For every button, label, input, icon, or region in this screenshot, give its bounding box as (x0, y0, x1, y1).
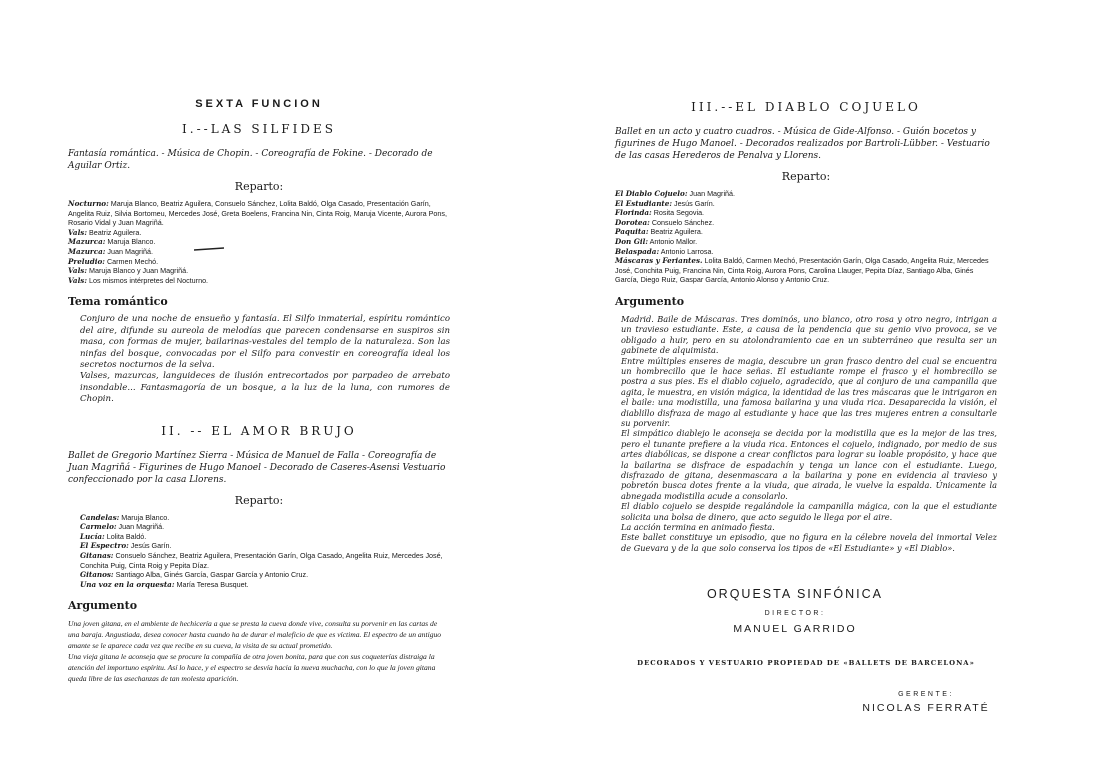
part2-reparto-label: Reparto: (234, 493, 284, 507)
orchestra-block (645, 587, 945, 635)
cast-entry: Gitanas: Consuelo Sánchez, Beatriz Aguilera, Presentación Garín, Olga Casado, Angelita Ruiz, Mercedes José, Conchita Puig, Cinta Roig y Pepita Díaz. (80, 550, 443, 570)
argument-paragraph: La acción termina en animado fiesta. (621, 522, 775, 533)
cast-entry: El Diablo Cojuelo: Juan Magriñá. (615, 189, 736, 198)
cast-entry: El Estudiante: Jesús Garín. (615, 198, 715, 208)
argument-paragraph: El simpático diablejo le aconseja se decida por la modistilla que es la mejor de las tres, pero el tunante prefiere a la viuda rica. Entonces el cojuelo, indignado, por medio de sus artes diabólicas, se dispone a crear conflictos para lograr su loable propósito, y hace que la bailarina se disfrace de espadachín y tenga un lance con el estudiante. Luego, disfrazado de gitana, desenmascara a la bailarina y pone en evidencia al travieso y pobretón busca dotes frente a la viuda, que airada, le vuelve la espalda. Únicamente la abnegada modistilla acude a consolarlo. (621, 428, 997, 501)
argument-paragraph: El diablo cojuelo se despide regalándole la campanilla mágica, con la que el estudiante solicita una bolsa de dinero, que acto seguido le llega por el aire. (621, 501, 997, 522)
right-page (615, 100, 997, 714)
cast-entry: Vals: Los mismos intérpretes del Nocturno. (68, 275, 209, 285)
part1-reparto-label: Reparto: (234, 180, 284, 193)
cast-entry: Belaspada: Antonio Larrosa. (615, 246, 714, 256)
part3-title: III.--EL DIABLO COJUELO (691, 100, 921, 114)
part3-cast (615, 189, 997, 285)
theme-text: Conjuro de una noche de ensueño y fantasía. El Silfo inmaterial, espíritu romántico del aire, difunde su aureola de melodías que parecen condensarse en suspiros sin masa, con formas de mujer, bailarinas-vestales del templo de la naturaleza. Son las ninfas del bosque, convocadas por el Silfo para convestir en coreografía ideal los secretos nocturnos de la selva. (80, 314, 450, 370)
part2-cast (80, 513, 450, 590)
part1-credits: Fantasía romántica. - Música de Chopin. - Coreografía de Fokine. - Decorado de Aguilar Ortiz. (68, 149, 433, 171)
part3-credits: Ballet en un acto y cuatro cuadros. - Música de Gide-Alfonso. - Guión bocetos y figurines de Hugo Manoel. - Decorados realizados por Bartroli-Lübber. - Vestuario de las casas Herederos de Penalva y Llorens. (615, 127, 990, 161)
part2-title: II. -- EL AMOR BRUJO (161, 423, 357, 438)
decor-note: DECORADOS Y VESTUARIO PROPIEDAD DE «BALLETS DE BARCELONA» (637, 659, 975, 668)
part2-argument-text: Una joven gitana, en el ambiente de hechicería a que se presta la cueva donde vive, consulta su porvenir en las cartas de una baraja. Angustiada, desea conocer hasta cuando ha de durar el maleficio de que es víctima. El espectro de un antiguo amante se le aparece cada vez que recibe en su cueva, la visita de su actual prometido. (68, 619, 442, 651)
cast-entry: Florinda: Rosita Segovia. (615, 208, 705, 218)
cast-entry: Preludio: Carmen Mechó. (68, 256, 159, 266)
cast-entry: Nocturno: Maruja Blanco, Beatriz Aguilera, Consuelo Sánchez, Lolita Baldó, Olga Casado, Presentación Garín, Angelita Ruiz, Silvia Bortomeu, Mercedes José, Greta Boelens, Francina Nin, Cinta Roig, Maruja Vicente, Aurora Pons, Rosario Vidal y Juan Magriñá. (68, 199, 447, 228)
cast-entry: Mazurca: Maruja Blanco. (68, 237, 156, 247)
orchestra-title: ORQUESTA SINFÓNICA (706, 587, 884, 602)
cast-entry: Vals: Maruja Blanco y Juan Magriñá. (68, 266, 189, 276)
part1-cast (68, 199, 450, 285)
part2-argument-title: Argumento (68, 599, 138, 613)
cast-entry: Don Gil: Antonio Mallor. (615, 236, 698, 246)
argument-paragraph: Madrid. Baile de Máscaras. Tres dominós, uno blanco, otro rosa y otro negro, intrigan a un travieso estudiante. Este, a causa de la pendencia que su genio vivo provoca, se ve obligado a huir, pero en su atolondramiento cae en un subterráneo que resulta ser un gabinete de alquimista. (621, 313, 997, 356)
cast-entry: Candelas: Maruja Blanco. (80, 512, 170, 522)
left-page (68, 98, 450, 684)
cast-entry: Máscaras y Feriantes. Lolita Baldó, Carmen Mechó, Presentación Garín, Olga Casado, Angelita Ruiz, Mercedes José, Conchita Puig, Francina Nin, Cinta Roig, Aurora Pons, Carolina Llauger, Pepita Díaz, Santiago Alba, Ginés García, Diego Ruiz, Gaspar García, Antonio Alonso y Antonio Cruz. (615, 256, 989, 285)
manager-block (851, 691, 1001, 714)
cast-entry: Gitanos: Santiago Alba, Ginés García, Gaspar García y Antonio Cruz. (80, 570, 309, 580)
cast-entry: Una voz en la orquesta: María Teresa Busquet. (80, 579, 249, 589)
cast-entry: Lucía: Lolita Baldó. (80, 531, 147, 541)
cast-entry: Vals: Beatriz Aguilera. (68, 227, 142, 237)
cast-entry: Carmelo: Juan Magriñá. (80, 522, 165, 532)
theme-text-2: Valses, mazurcas, languideces de ilusión entrecortados por parpadeo de arrebato insondable... Fantasmagoría de un bosque, a la luz de la luna, con rumores de Chopin. (80, 371, 450, 405)
theme-title: Tema romántico (68, 295, 168, 309)
cast-entry: Dorotea: Consuelo Sánchez. (615, 217, 715, 227)
cast-entry: Paquita: Beatriz Aguilera. (615, 227, 703, 237)
cast-entry: El Espectro: Jesús Garín. (80, 541, 172, 551)
argument-paragraph: Este ballet constituye un episodio, que no figura en la célebre novela del inmortal Velez de Guevara y de la que solo conserva los tipos de «El Estudiante» y «El Diablo». (621, 532, 997, 553)
part3-argument-title: Argumento (615, 294, 685, 308)
pen-stroke-mark (194, 247, 224, 251)
director-name: MANUEL GARRIDO (733, 623, 857, 636)
argument-paragraph: Entre múltiples enseres de magia, descubre un gran frasco dentro del cual se encuentra un hombrecillo que le hace señas. El estudiante rompe el frasco y el hombrecillo se postra a sus pies. Es el diablo cojuelo, agradecido, que al conjuro de una campanilla que agita, le muestra, en visión mágica, la identidad de las tres máscaras que le intrigaron en el baile: una modistilla, una famosa bailarina y una viuda rica. Desaparecida la visión, el diablillo disfraza de mago al estudiante y hace que las tres mujeres entren a consultarle su porvenir. (621, 355, 997, 428)
part3-argument-body (621, 314, 997, 553)
part3-reparto-label: Reparto: (781, 170, 831, 183)
part2-argument-text-2: Una vieja gitana le aconseja que se procure la compañía de otra joven bonita, para que con sus coqueterías distraiga la atención del importuno espíritu. Así lo hace, y el espectro se desvía hacia la nueva muchacha, con lo que la joven gitana queda libre de las asechanzas de tan molesta aparición. (68, 652, 436, 684)
program-header: SEXTA FUNCION (195, 98, 323, 110)
cast-entry: Mazurca: Juan Magriñá. (68, 246, 153, 256)
part2-credits: Ballet de Gregorio Martínez Sierra - Música de Manuel de Falla - Coreografía de Juan Magriñá - Figurines de Hugo Manoel - Decorado de Caseres-Asensi Vestuario confeccionado por la casa Llorens. (68, 450, 446, 485)
manager-name: NICOLAS FERRATÉ (862, 702, 990, 715)
part1-title: I.--LAS SILFIDES (182, 122, 336, 136)
director-label: DIRECTOR: (764, 610, 826, 618)
manager-label: GERENTE: (898, 691, 954, 699)
